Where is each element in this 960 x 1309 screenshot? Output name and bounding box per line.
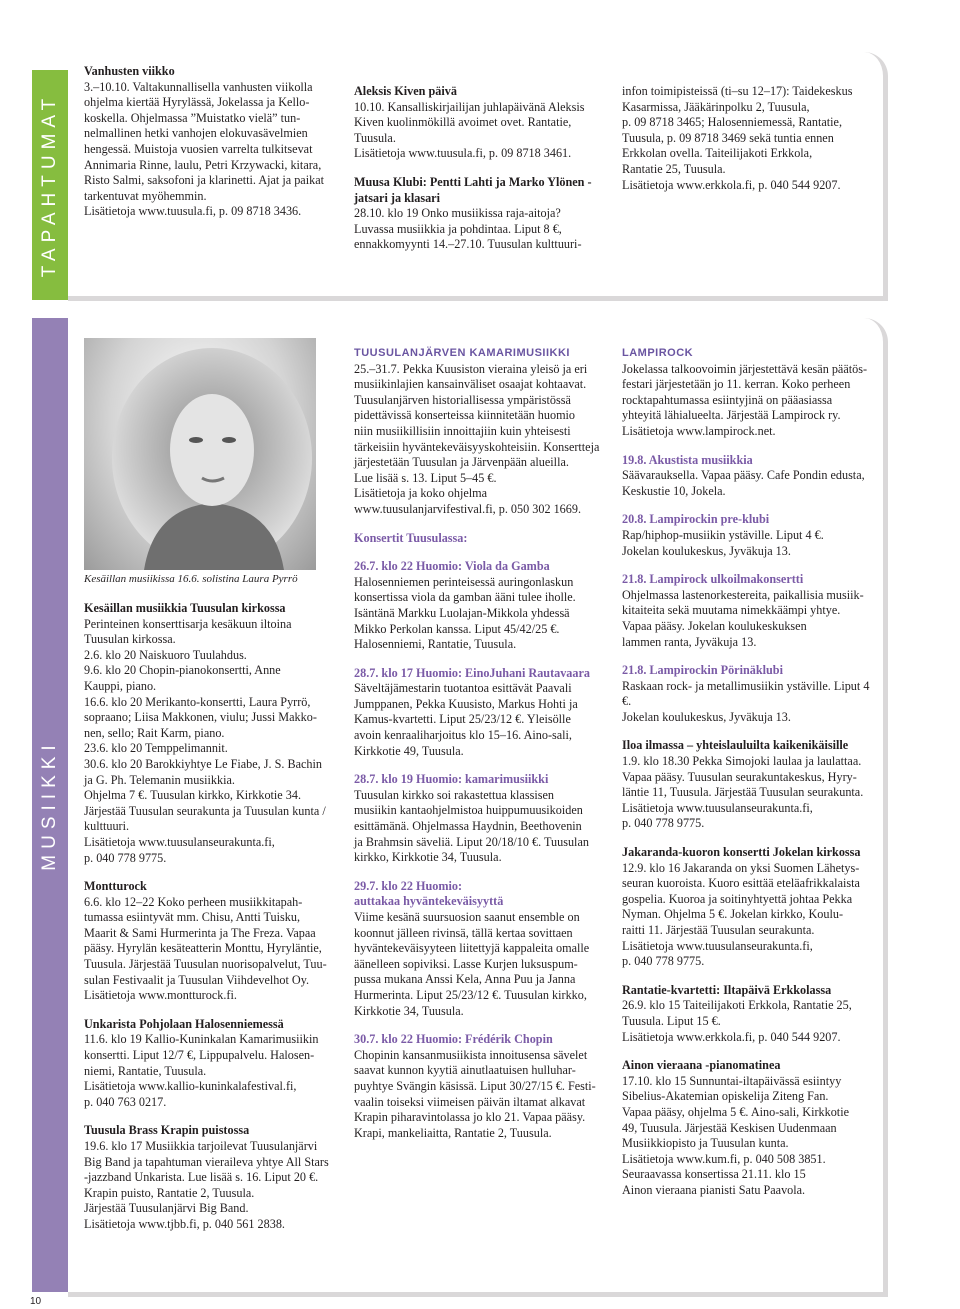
text-line: tumassa esiintyvät mm. Chisu, Antti Tuisku, [84, 910, 301, 925]
text-line: Tuusulanjärven historiallisessa ympäristössä [354, 392, 571, 407]
text-line: p. 040 763 0217. [84, 1094, 167, 1109]
spacer [622, 499, 878, 512]
text-line: 28.10. klo 19 Onko musiikissa raja-aitoja? [354, 206, 561, 221]
text-line: järjestetään Tuusulan ja Järvenpään alueilla. [354, 455, 569, 470]
musiikki-column-3 [622, 346, 878, 1199]
text-line: ja G. Ph. Telemanin musiikkia. [84, 772, 235, 787]
page-number: 10 [30, 1296, 42, 1307]
text-line: Isäntänä Markku Luolajan-Mikkola yhdessä [354, 605, 570, 620]
text-line: koonnut jälleen rivinsä, tällä kertaa sovittaen [354, 925, 573, 940]
text-line: 12.9. klo 16 Jakaranda on yksi Suomen Lähetys- [622, 860, 860, 875]
event-heading: Unkarista Pohjolaan Halosenniemessä [84, 1016, 284, 1031]
text-line: p. 09 8718 3465; Halosenniemessä, Rantatie, [622, 115, 843, 130]
text-line: Tuusula. [354, 130, 396, 145]
event-heading: TUUSULANJÄRVEN KAMARIMUSIIKKI [354, 347, 570, 359]
spacer [622, 559, 878, 572]
text-line: Krapi, mankeliaitta, Rantatie 2, Tuusula. [354, 1125, 552, 1140]
text-line: läntie 11, Tuusula. Järjestää Tuusulan seurakunta. [622, 785, 864, 800]
text-line: Krapin piharavintolassa jo klo 21. Vapaa pääsy. [354, 1110, 586, 1125]
event-heading: Rantatie-kvartetti: Iltapäivä Erkkolassa [622, 982, 832, 997]
text-line: 49, Tuusula. Järjestää Keskisen Uudenmaan [622, 1120, 837, 1135]
text-line: niin musiikillisiin innoittajiin kuin yhteisesti [354, 423, 571, 438]
text-line: Kamus-kvartetti. Liput 25/23/12 €. Yleisölle [354, 712, 571, 727]
event-heading: jatsari ja klasari [354, 190, 440, 205]
text-line: Lisätietoja www.kum.fi, p. 040 508 3851. [622, 1151, 826, 1166]
text-line: konsertissa viola da gamban ääni tulee iholle. [354, 590, 576, 605]
text-line: Lisätietoja www.tuusulanseurakunta.fi, [622, 938, 813, 953]
event-heading: 21.8. Lampirockin Pörinäklubi [622, 663, 783, 678]
text-line: Lisätietoja www.tuusulanseurakunta.fi, [622, 800, 813, 815]
text-line: Lisätietoja www.kallio-kuninkalafestival.fi, [84, 1079, 297, 1094]
text-line: Krapin puisto, Rantatie 2, Tuusula. [84, 1185, 255, 1200]
text-line: 2.6. klo 20 Naiskuoro Tuulahdus. [84, 647, 247, 662]
text-line: ja Brahmsin säveliä. Liput 20/18/10 €. Tuusulan [354, 834, 589, 849]
event-heading: 29.7. klo 22 Huomio: [354, 878, 463, 893]
spacer [354, 653, 610, 666]
event-heading: Ainon vieraana -pianomatinea [622, 1058, 781, 1073]
event-heading: 20.8. Lampirockin pre-klubi [622, 512, 770, 527]
text-line: nen, sello; Rait Karm, piano. [84, 725, 225, 740]
text-line: Lisätietoja www.montturock.fi. [84, 988, 237, 1003]
spacer [84, 1004, 340, 1017]
text-line: Säveltäjämestarin tuotantoa esittävät Paavali [354, 681, 572, 696]
text-line: Tuusula. Liput 15 €. [622, 1013, 721, 1028]
text-line: www.tuusulanjarvifestival.fi, p. 050 302 1669. [354, 501, 582, 516]
event-heading: Muusa Klubi: Pentti Lahti ja Marko Ylönen - [354, 174, 592, 189]
text-line: pidettävissä konserteissa kiinnitetään huomio [354, 408, 576, 423]
text-line: Annimaria Rinne, laulu, Petri Krzywacki, kitara, [84, 157, 322, 172]
text-line: Luvassa musiikkia ja pohdintaa. Liput 8 €, [354, 221, 562, 236]
text-line: 23.6. klo 20 Temppelimannit. [84, 741, 228, 756]
text-line: Rap/hiphop-musiikin ystäville. Liput 4 €. [622, 527, 824, 542]
event-heading: 28.7. klo 17 Huomio: EinoJuhani Rautavaara [354, 665, 591, 680]
text-line: Musiikkiopisto ja Tuusulan kunta. [622, 1136, 789, 1151]
text-line: Tuusula. Järjestää Tuusulan nuorisopalvelut, Tuu- [84, 957, 327, 972]
event-heading: Aleksis Kiven päivä [354, 84, 457, 98]
text-line: p. 040 778 9775. [622, 954, 705, 969]
text-line: musiikin kantaohjelmistoa huippumuusikoiden [354, 803, 583, 818]
text-line: musiikinlajien kansainväliset osaajat kohtaavat. [354, 377, 587, 392]
text-line: infon toimipisteissä (ti–su 12–17): Taidekeskus [622, 84, 853, 98]
spacer [84, 866, 340, 879]
section-bar-musiikki [32, 318, 68, 1292]
event-heading: Montturock [84, 879, 147, 894]
text-line: kirkko, Kirkkotie 34, Tuusula. [354, 850, 502, 865]
text-line: Lisätietoja www.tuusula.fi, p. 09 8718 3436. [84, 204, 302, 219]
event-heading: Tuusula Brass Krapin puistossa [84, 1123, 250, 1138]
text-line: 26.9. klo 15 Taiteilijakoti Erkkola, Rantatie 25, [622, 998, 852, 1013]
text-line: Järjestää Tuusulanjärvi Big Band. [84, 1201, 249, 1216]
text-line: Halosenniemen perinteisessä auringonlaskun [354, 574, 574, 589]
event-heading: LAMPIROCK [622, 347, 694, 359]
text-line: 10.10. Kansalliskirjailijan juhlapäivänä Aleksis [354, 99, 585, 114]
spacer [354, 162, 606, 175]
text-line: festari järjestetään jo 11. kerran. Koko perheen [622, 377, 851, 392]
text-line: -jazzband Unkarista. Lue lisää s. 16. Liput 20 €. [84, 1170, 319, 1185]
text-line: tärkeisiin hyväntekeväisyyskohteisiin. Konsertteja [354, 439, 600, 454]
text-line: Viime kesänä suursuosion saanut ensemble on [354, 910, 580, 924]
text-line: Kauppi, piano. [84, 678, 157, 693]
section-bar-tapahtumat [32, 70, 68, 300]
spacer [622, 832, 878, 845]
text-line: Risto Salmi, saksofoni ja klarinetti. Ajat ja paikat [84, 173, 324, 188]
event-heading: Kesäillan musiikkia Tuusulan kirkossa [84, 601, 286, 615]
text-line: Kasarmissa, Jääkärinpolku 2, Tuusula, [622, 99, 810, 114]
text-line: Lisätietoja www.erkkola.fi, p. 040 544 9207. [622, 177, 841, 192]
text-line: Jokelan koulukeskus, Jyväkuja 13. [622, 543, 791, 558]
text-line: Jokelassa talkoovoimin järjestettävä kesän päätös- [622, 361, 868, 376]
event-heading: 28.7. klo 19 Huomio: kamarimusiikki [354, 772, 549, 787]
text-line: Hurmerinta. Liput 25/23/12 €. Tuusulan kirkko, [354, 987, 587, 1002]
text-line: äänelleen sopiviksi. Lasse Kurjen luksuspum- [354, 956, 578, 971]
text-line: Tuusulan kirkko soi rakastettua klassisen [354, 787, 554, 802]
text-line: vaalin toiseksi viimeisen päivän iltamat alkavat [354, 1094, 586, 1109]
text-line: Perinteinen konserttisarja kesäkuun iltoina [84, 616, 292, 631]
event-heading: 26.7. klo 22 Huomio: Viola da Gamba [354, 559, 550, 574]
spacer [622, 970, 878, 983]
event-heading: Iloa ilmassa – yhteislauluilta kaikenikäisille [622, 738, 849, 753]
spacer [622, 440, 878, 453]
text-line: esittämänä. Ohjelmassa Haydnin, Beethovenin [354, 819, 582, 834]
text-line: Ainon vieraana pianisti Satu Paavola. [622, 1182, 806, 1197]
section-label-tapahtumat: TAPAHTUMAT [39, 92, 60, 278]
text-line: 25.–31.7. Pekka Kuusiston vieraina yleisö ja eri [354, 361, 588, 376]
photo-caption: Kesäillan musiikissa 16.6. solistina Laura Pyrrö [84, 573, 298, 585]
section-label-musiikki: MUSIIKKI [39, 739, 60, 871]
text-line: Nyman. Ohjelma 5 €. Jokelan kirkko, Koulu- [622, 907, 844, 922]
event-heading: Vanhusten viikko [84, 64, 175, 78]
text-line: sopraano; Liisa Makkonen, viulu; Jussi Makko- [84, 710, 317, 725]
spacer [354, 1019, 610, 1032]
text-line: 3.–10.10. Valtakunnallisella vanhusten viikolla [84, 79, 313, 94]
text-line: Lisätietoja www.erkkola.fi, p. 040 544 9207. [622, 1029, 841, 1044]
event-heading: auttakaa hyväntekeväisyyttä [354, 894, 504, 909]
text-line: Raskaan rock- ja metallimusiikin ystäville. Liput 4 €. [622, 678, 870, 709]
text-line: kulttuuri. [84, 819, 130, 834]
text-line: Lisätietoja ja koko ohjelma [354, 486, 488, 501]
text-line: hyväntekeväisyyteen liitettyjä kappaleita omalle [354, 941, 590, 956]
text-line: Säävarauksella. Vapaa pääsy. Cafe Pondin edusta, [622, 468, 865, 483]
portrait-illustration [84, 338, 316, 570]
text-line: nelmallinen hetki vanhojen elokuvasävelmien [84, 126, 308, 141]
spacer [84, 1110, 340, 1123]
text-line: Lisätietoja www.tjbb.fi, p. 040 561 2838. [84, 1216, 285, 1231]
text-line: Vapaa pääsy, ohjelma 5 €. Aino-sali, Kirkkotie [622, 1104, 849, 1119]
text-line: Chopinin kansanmusiikista innoitusensa sävelet [354, 1047, 588, 1062]
singer-photo [84, 338, 316, 570]
spacer [354, 759, 610, 772]
spacer [622, 1045, 878, 1058]
text-line: 30.6. klo 20 Barokkiyhtye Le Fiabe, J. S. Bachin [84, 756, 322, 771]
text-line: Sibelius-Akatemian opiskelija Ziteng Fan. [622, 1089, 829, 1104]
text-line: koskella. Ohjelmassa ”Muistatko vielä” tun- [84, 110, 301, 125]
spacer [622, 725, 878, 738]
text-line: gospelia. Kuoroa ja soitinyhtyettä johtaa Pekka [622, 891, 853, 906]
text-line: sulan Festivaalit ja Tuusulan Viihdevelhot Oy. [84, 972, 310, 987]
text-line: Lisätietoja www.tuusula.fi, p. 09 8718 3461. [354, 146, 572, 161]
text-line: Ohjelmassa lastenorkestereita, paikallisia musiik- [622, 587, 864, 602]
text-line: lammen ranta, Jyväkuja 13. [622, 634, 757, 649]
musiikki-column-2 [354, 346, 610, 1141]
text-line: kitaiteita sekä muutama nimekkäämpi yhtye. [622, 603, 841, 618]
text-line: Big Band ja tapahtuman vieraileva yhtye All Stars [84, 1154, 329, 1169]
text-line: p. 040 778 9775. [622, 816, 705, 831]
text-line: Lisätietoja www.lampirock.net. [622, 423, 776, 438]
text-line: 19.6. klo 17 Musiikkia tarjoilevat Tuusulanjärvi [84, 1139, 318, 1153]
text-line: 17.10. klo 15 Sunnuntai-iltapäivässä esiintyy [622, 1073, 842, 1088]
text-line: saavat kunnon kyytiä ainutlaatuisen hulluhar- [354, 1063, 576, 1078]
text-line: hengessä. Muistoja vuosien varrelta tulkitsevat [84, 141, 313, 156]
text-line: 16.6. klo 20 Merikanto-konsertti, Laura Pyrrö, [84, 694, 311, 709]
tapahtumat-column-1 [84, 64, 336, 220]
event-heading: 30.7. klo 22 Huomio: Frédérik Chopin [354, 1032, 553, 1047]
text-line: Halosenniemi, Rantatie, Tuusula. [354, 637, 517, 652]
text-line: Tuusula, p. 09 8718 3469 sekä tuntia ennen [622, 130, 834, 145]
tapahtumat-column-3 [622, 84, 874, 193]
text-line: Lisätietoja www.tuusulanseurakunta.fi, [84, 834, 275, 849]
text-line: Vapaa pääsy. Jokelan koulukeskuksen [622, 618, 807, 633]
text-line: rocktapahtumassa esiintyjinä on pääasiassa [622, 392, 833, 407]
text-line: Erkkolan ovella. Taiteilijakoti Erkkola, [622, 146, 813, 161]
text-line: Kirkkotie 34, Tuusula. [354, 1003, 464, 1018]
text-line: Kirkkotie 49, Tuusula. [354, 743, 464, 758]
text-line: Ohjelma 7 €. Tuusulan kirkko, Kirkkotie 34. [84, 788, 301, 803]
text-line: Mikko Perkolan kanssa. Liput 45/42/25 €. [354, 621, 560, 636]
text-line: konsertti. Liput 12/7 €, Lippupalvelu. Halosen- [84, 1048, 315, 1063]
text-line: Maarit & Sami Hurmerinta ja The Freza. Vapaa [84, 925, 316, 940]
text-line: Kiven kuolinmökillä avoimet ovet. Rantatie, [354, 115, 572, 130]
spacer [354, 518, 610, 531]
text-line: avoin kenraaliharjoitus klo 15–16. Aino-sali, [354, 728, 572, 743]
text-line: raitti 11. Järjestää Tuusulan seurakunta. [622, 923, 815, 937]
spacer [354, 866, 610, 879]
spacer [354, 546, 610, 559]
text-line: pääsy. Hyrylän kesäteatterin Monttu, Hyryläntie, [84, 941, 322, 956]
text-line: Järjestää Tuusulan seurakunta ja Tuusulan kunta / [84, 803, 326, 818]
text-line: pussa mukana Anssi Kela, Anna Puu ja Janna [354, 972, 576, 987]
spacer [622, 650, 878, 663]
text-line: ennakkomyynti 14.–27.10. Tuusulan kulttuuri- [354, 237, 582, 252]
text-line: puyhtye Svängin käsissä. Liput 30/27/15 €. Festi- [354, 1078, 596, 1093]
text-line: 1.9. klo 18.30 Pekka Simojoki laulaa ja laulattaa. [622, 754, 862, 769]
text-line: tarkentuvat myöhemmin. [84, 188, 207, 203]
text-line: niemi, Rantatie, Tuusula. [84, 1063, 207, 1078]
text-line: ohjelma kiertää Hyrylässä, Jokelassa ja Kello- [84, 95, 310, 110]
musiikki-column-1 [84, 601, 340, 1233]
text-line: Seuraavassa konsertissa 21.11. klo 15 [622, 1167, 806, 1182]
text-line: Vapaa pääsy. Tuusulan seurakuntakeskus, Hyry- [622, 769, 857, 784]
tapahtumat-column-2 [354, 84, 606, 253]
text-line: Rantatie 25, Tuusula. [622, 161, 726, 176]
event-heading: Konsertit Tuusulassa: [354, 530, 468, 545]
text-line: 6.6. klo 12–22 Koko perheen musiikkitapah- [84, 894, 303, 909]
event-heading: 21.8. Lampirock ulkoilmakonsertti [622, 572, 804, 587]
text-line: Tuusulan kirkossa. [84, 632, 176, 647]
event-heading: 19.8. Akustista musiikkia [622, 452, 753, 467]
text-line: yhteyitä lähialueelta. Järjestää Lampirock ry. [622, 408, 841, 423]
text-line: 11.6. klo 19 Kallio-Kuninkalan Kamarimusiikin [84, 1032, 319, 1047]
text-line: Lue lisää s. 13. Liput 5–45 €. [354, 470, 497, 485]
text-line: p. 040 778 9775. [84, 850, 167, 865]
text-line: Jokelan koulukeskus, Jyväkuja 13. [622, 709, 791, 724]
text-line: 9.6. klo 20 Chopin-pianokonsertti, Anne [84, 663, 281, 678]
text-line: Jumppanen, Pekka Kuusisto, Markus Hohti ja [354, 696, 578, 711]
text-line: seuran kuoroista. Kuoro esittää eteläafrikkalaista [622, 876, 860, 891]
event-heading: Jakaranda-kuoron konsertti Jokelan kirkossa [622, 845, 861, 860]
text-line: Keskustie 10, Jokela. [622, 483, 726, 498]
